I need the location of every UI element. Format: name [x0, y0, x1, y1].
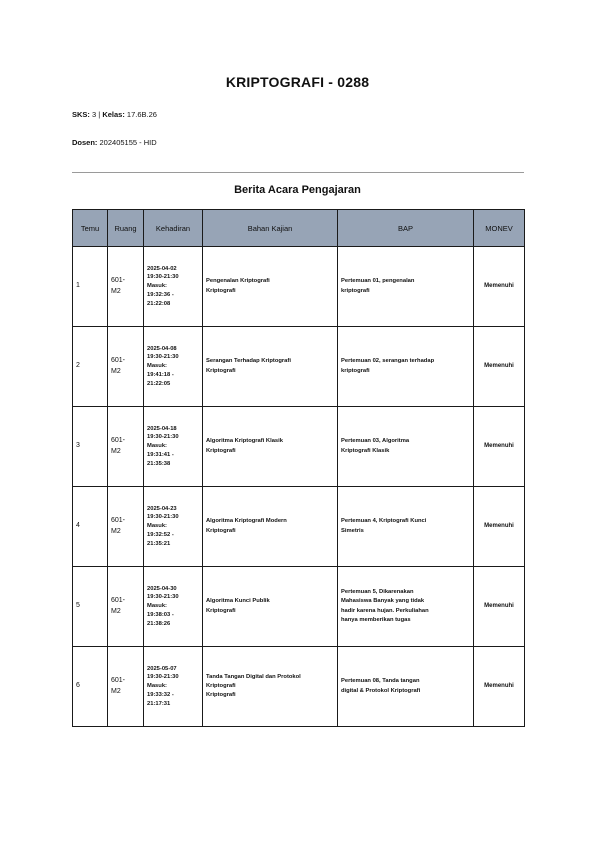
room-line: 601- — [111, 357, 126, 365]
room-cell — [108, 327, 144, 407]
table-row — [73, 407, 525, 487]
attendance-line: Masuk: — [147, 443, 167, 450]
attendance-line: 21:38:26 — [147, 620, 171, 627]
room-line: 601- — [111, 597, 126, 605]
attendance-cell — [144, 407, 203, 487]
attendance-cell — [144, 647, 203, 727]
meeting-number-cell: 2 — [73, 327, 108, 407]
bap-line: Kriptografi Klasik — [341, 447, 390, 454]
study-material-line: Kriptografi — [206, 287, 236, 294]
bap-line: Pertemuan 5, Dikarenakan — [341, 588, 414, 595]
sks-value: 3 — [92, 110, 97, 119]
attendance-line: 2025-04-30 — [147, 585, 177, 592]
attendance-line: Masuk: — [147, 283, 167, 290]
attendance-line: 19:30-21:30 — [147, 274, 179, 281]
study-material-line: Kriptografi — [206, 682, 236, 689]
room-cell — [108, 487, 144, 567]
attendance-line: 2025-04-02 — [147, 265, 177, 272]
section-title: Berita Acara Pengajaran — [234, 184, 361, 196]
document-title: KRIPTOGRAFI - 0288 — [225, 74, 370, 90]
monev-status-cell: Memenuhi — [474, 407, 525, 487]
attendance-line: 19:30-21:30 — [147, 434, 179, 441]
study-material-cell — [203, 487, 338, 567]
table-header-row — [73, 210, 525, 247]
room-line: M2 — [111, 607, 121, 615]
monev-status-cell: Memenuhi — [474, 487, 525, 567]
room-line: 601- — [111, 517, 126, 525]
lecturer-info — [72, 138, 157, 147]
bap-line: kriptografi — [341, 367, 370, 374]
room-line: M2 — [111, 447, 121, 455]
study-material-line: Kriptografi — [206, 447, 236, 454]
room-line: M2 — [111, 287, 121, 295]
bap-line: digital & Protokol Kriptografi — [341, 687, 421, 694]
room-cell — [108, 647, 144, 727]
study-material-line: Kriptografi — [206, 367, 236, 374]
table-row — [73, 487, 525, 567]
table-row — [73, 647, 525, 727]
course-info — [72, 110, 157, 119]
study-material-line: Serangan Terhadap Kriptografi — [206, 358, 291, 365]
attendance-cell — [144, 487, 203, 567]
kelas-value: 17.6B.26 — [126, 110, 157, 119]
attendance-line: 21:22:05 — [147, 380, 171, 387]
attendance-cell — [144, 247, 203, 327]
bap-line: Simetris — [341, 527, 364, 534]
bap-line: hadir karena hujan. Perkuliahan — [341, 607, 429, 614]
attendance-line: Masuk: — [147, 363, 167, 370]
attendance-cell — [144, 567, 203, 647]
monev-status-cell: Memenuhi — [474, 327, 525, 407]
meeting-number-cell: 4 — [73, 487, 108, 567]
bap-cell — [338, 567, 474, 647]
column-header-bahan-kajian: Bahan Kajian — [203, 210, 338, 247]
study-material-cell — [203, 567, 338, 647]
study-material-line: Pengenalan Kriptografi — [206, 278, 270, 285]
bap-line: Mahasiswa Banyak yang tidak — [341, 598, 425, 605]
attendance-line: 21:17:31 — [147, 700, 171, 707]
room-line: 601- — [111, 437, 126, 445]
bap-cell — [338, 407, 474, 487]
attendance-line: 21:22:08 — [147, 300, 171, 307]
sks-label: SKS: — [72, 110, 90, 119]
study-material-cell — [203, 647, 338, 727]
table-row — [73, 327, 525, 407]
study-material-line: Algoritma Kriptografi Modern — [206, 518, 287, 525]
room-line: M2 — [111, 367, 121, 375]
room-line: 601- — [111, 677, 126, 685]
bap-line: Pertemuan 02, serangan terhadap — [341, 358, 435, 365]
attendance-line: 19:32:52 - — [147, 531, 174, 538]
bap-line: hanya memberikan tugas — [341, 616, 411, 623]
room-cell — [108, 567, 144, 647]
attendance-line: 19:33:32 - — [147, 691, 174, 698]
table-body — [73, 247, 525, 727]
study-material-line: Tanda Tangan Digital dan Protokol — [206, 673, 301, 680]
attendance-line: 2025-04-23 — [147, 505, 177, 512]
bap-cell — [338, 647, 474, 727]
study-material-cell — [203, 327, 338, 407]
meeting-number-cell: 6 — [73, 647, 108, 727]
column-header-temu: Temu — [73, 210, 108, 247]
monev-status-cell: Memenuhi — [474, 567, 525, 647]
meeting-number-cell: 5 — [73, 567, 108, 647]
info-separator: | — [96, 110, 103, 119]
room-cell — [108, 247, 144, 327]
bap-cell — [338, 327, 474, 407]
column-header-ruang: Ruang — [108, 210, 144, 247]
attendance-line: Masuk: — [147, 603, 167, 610]
bap-line: Pertemuan 4, Kriptografi Kunci — [341, 518, 427, 525]
attendance-line: 21:35:21 — [147, 540, 171, 547]
dosen-value: 202405155 - HID — [99, 138, 157, 147]
meeting-number-cell: 3 — [73, 407, 108, 487]
bap-line: kriptografi — [341, 287, 370, 294]
attendance-line: Masuk: — [147, 523, 167, 530]
bap-cell — [338, 247, 474, 327]
attendance-line: 19:30-21:30 — [147, 674, 179, 681]
column-header-kehadiran: Kehadiran — [144, 210, 203, 247]
study-material-line: Algoritma Kunci Publik — [206, 598, 270, 605]
attendance-line: 2025-05-07 — [147, 665, 177, 672]
column-header-monev: MONEV — [474, 210, 525, 247]
bap-line: Pertemuan 03, Algoritma — [341, 438, 410, 445]
study-material-cell — [203, 407, 338, 487]
column-header-bap: BAP — [338, 210, 474, 247]
study-material-line: Kriptografi — [206, 527, 236, 534]
attendance-line: 19:32:36 - — [147, 291, 174, 298]
attendance-line: 19:30-21:30 — [147, 354, 179, 361]
table-row — [73, 247, 525, 327]
attendance-line: Masuk: — [147, 683, 167, 690]
teaching-record-table — [72, 209, 525, 727]
room-line: M2 — [111, 687, 121, 695]
bap-line: Pertemuan 01, pengenalan — [341, 278, 415, 285]
study-material-cell — [203, 247, 338, 327]
bap-cell — [338, 487, 474, 567]
study-material-line: Algoritma Kriptografi Klasik — [206, 438, 283, 445]
room-line: M2 — [111, 527, 121, 535]
bap-line: Pertemuan 08, Tanda tangan — [341, 678, 420, 685]
room-cell — [108, 407, 144, 487]
dosen-label: Dosen: — [72, 138, 98, 147]
attendance-line: 19:38:03 - — [147, 611, 174, 618]
attendance-line: 2025-04-08 — [147, 345, 177, 352]
attendance-line: 19:30-21:30 — [147, 514, 179, 521]
kelas-label: Kelas: — [102, 110, 125, 119]
attendance-line: 2025-04-18 — [147, 425, 177, 432]
attendance-line: 21:35:38 — [147, 460, 171, 467]
monev-status-cell: Memenuhi — [474, 247, 525, 327]
attendance-cell — [144, 327, 203, 407]
attendance-line: 19:41:18 - — [147, 371, 174, 378]
meeting-number-cell: 1 — [73, 247, 108, 327]
study-material-line: Kriptografi — [206, 692, 236, 699]
room-line: 601- — [111, 277, 126, 285]
attendance-line: 19:30-21:30 — [147, 594, 179, 601]
table-row — [73, 567, 525, 647]
divider — [72, 172, 524, 173]
attendance-line: 19:31:41 - — [147, 451, 174, 458]
monev-status-cell: Memenuhi — [474, 647, 525, 727]
study-material-line: Kriptografi — [206, 607, 236, 614]
